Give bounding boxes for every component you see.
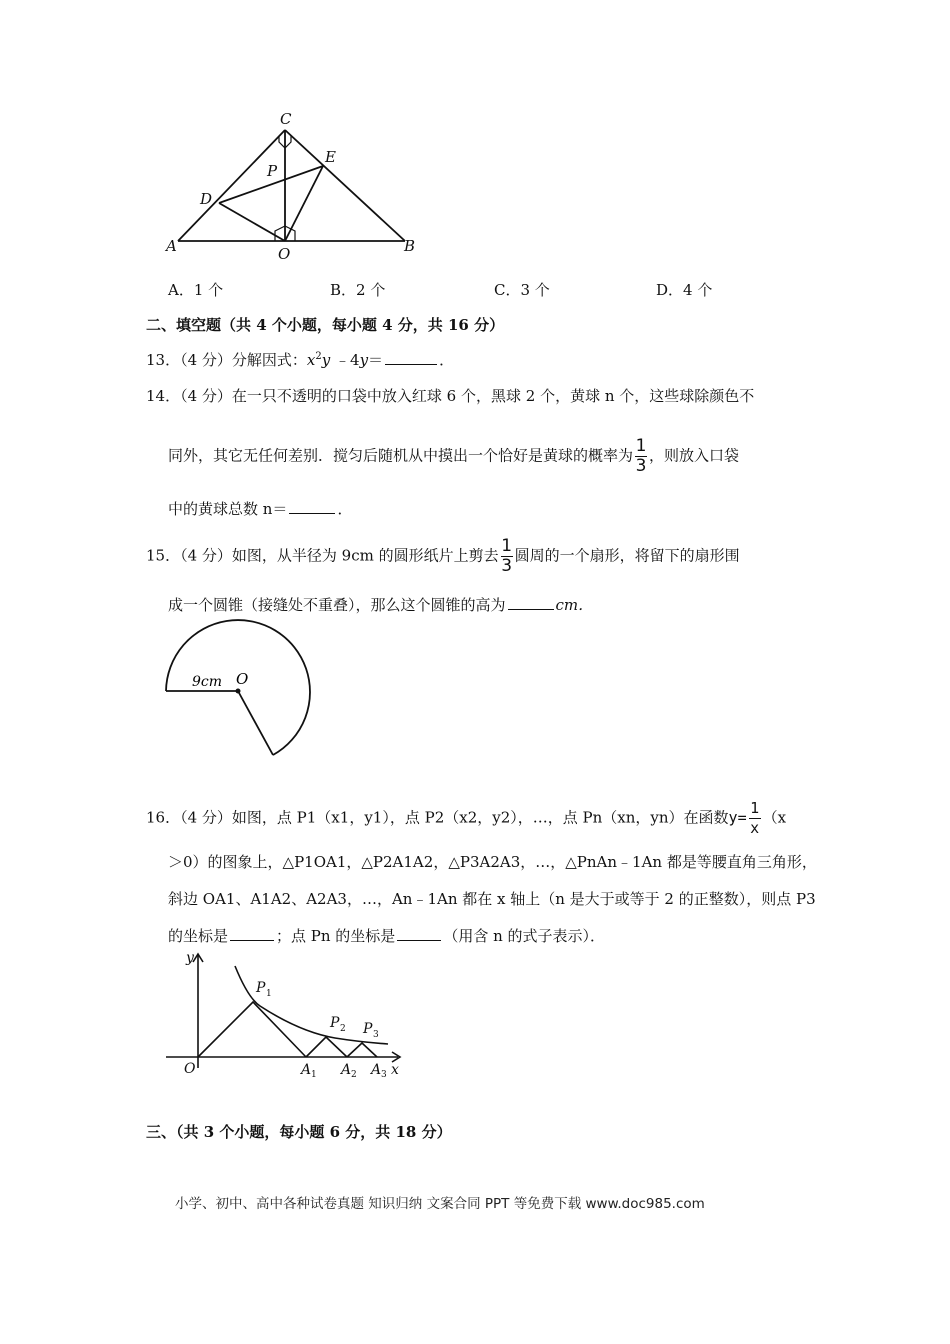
q15-unit: cm． [555, 596, 594, 614]
label-o-center: O [236, 670, 249, 688]
section-3-heading: 三、（共 3 个小题，每小题 6 分，共 18 分） [146, 1123, 452, 1141]
q16-line-4b: ；点 Pn 的坐标是 [276, 927, 396, 945]
label-a3: A [371, 1062, 382, 1078]
label-a: A [166, 237, 177, 255]
section-2-heading: 二、填空题（共 4 个小题，每小题 4 分，共 16 分） [146, 316, 505, 334]
triangle-p1 [198, 1002, 306, 1057]
label-y: y [186, 950, 194, 966]
q14-line-1: 在一只不透明的口袋中放入红球 6 个，黑球 2 个，黄球 n 个，这些球除颜色不 [231, 387, 755, 405]
q15-answer-blank[interactable] [508, 608, 554, 610]
question-14-line-3: 中的黄球总数 n＝ ． [168, 500, 353, 518]
sector-figure [160, 614, 320, 759]
label-c: C [280, 110, 292, 128]
label-x: x [391, 1062, 399, 1078]
center-dot [236, 689, 241, 694]
q14-score: （4 分） [180, 387, 232, 405]
q13-answer-blank[interactable] [385, 363, 437, 365]
page-footer: 小学、初中、高中各种试卷真题 知识归纳 文案合同 PPT 等免费下载 www.doc985.com [175, 1196, 705, 1212]
question-13: 13．（4 分）分解因式：$x^2y$ ﹣4y＝ ． [146, 351, 455, 369]
question-16-line-3: 斜边 OA1、A1A2、A2A3，…，An﹣1An 都在 x 轴上（n 是大于或等于 2 的正整数），则点 P3 [168, 890, 816, 908]
sector-radius-slanted [238, 691, 273, 755]
segment-cb [285, 130, 405, 241]
question-14-line-2 [168, 438, 739, 475]
sub-p3: 3 [373, 1030, 379, 1040]
q16-answer-blank-2[interactable] [397, 939, 441, 941]
q14-line-2a: 同外，其它无任何差别．搅匀后随机从中摸出一个恰好是黄球的概率为 [168, 446, 634, 465]
q16-score: （4 分） [180, 808, 232, 827]
label-o: O [278, 245, 291, 263]
label-9cm: 9cm [192, 674, 223, 690]
hyperbola-figure [160, 950, 420, 1085]
label-b: B [404, 237, 416, 255]
triangle-p2 [306, 1037, 347, 1057]
label-origin: O [184, 1061, 196, 1077]
q13-number: 13． [146, 351, 181, 369]
q14-line-2b: ，则放入口袋 [649, 446, 740, 465]
q15-line-1a: 如图，从半径为 9cm 的圆形纸片上剪去 [231, 546, 499, 565]
sub-a2: 2 [351, 1070, 357, 1080]
sub-a3: 3 [381, 1070, 387, 1080]
question-14-line-1 [146, 385, 754, 406]
q15-fraction: $\frac{1}{3}$ [501, 536, 513, 576]
question-16-line-2: ＞0）的图象上，△P1OA1，△P2A1A2，△P3A2A3，…，△PnAn﹣1An 都是等腰直角三角形， [168, 853, 817, 871]
label-a1: A [301, 1062, 312, 1078]
q15-line-1b: 圆周的一个扇形，将留下的扇形围 [514, 546, 740, 565]
q16-answer-blank-1[interactable] [230, 939, 274, 941]
label-p2: P [330, 1015, 340, 1031]
question-15-line-1 [146, 538, 740, 575]
label-p1: P [256, 980, 266, 996]
q16-line-1a: 如图，点 P1（x1，y1），点 P2（x2，y2），…，点 Pn（xn，yn）在函数 [231, 808, 729, 827]
q15-number: 15． [146, 546, 181, 565]
triangle-figure [160, 108, 430, 268]
q15-score: （4 分） [180, 546, 232, 565]
sub-a1: 1 [311, 1070, 317, 1080]
q16-line-4c: （用含 n 的式子表示）． [443, 927, 606, 945]
label-d: D [200, 190, 213, 208]
q13-text: 分解因式： [231, 351, 307, 369]
option-b: B．2 个 [330, 281, 386, 299]
q16-number: 16． [146, 808, 181, 827]
question-16-line-4 [168, 925, 605, 946]
sub-p2: 2 [340, 1024, 346, 1034]
q16-line-4a: 的坐标是 [168, 927, 229, 945]
q14-fraction: $\frac{1}{3}$ [635, 436, 647, 476]
q13-score: （4 分） [180, 351, 232, 369]
q14-answer-blank[interactable] [289, 512, 335, 514]
option-d: D．4 个 [656, 281, 713, 299]
question-16-line-1 [146, 800, 786, 837]
sub-p1: 1 [266, 989, 272, 999]
q16-line-1b: （x [762, 808, 787, 827]
question-15-line-2 [168, 594, 593, 615]
option-c: C．3 个 [494, 281, 550, 299]
q16-func-lhs: y= [728, 808, 747, 827]
label-e: E [325, 148, 336, 166]
label-a2: A [341, 1062, 352, 1078]
label-p3: P [363, 1021, 373, 1037]
option-a: A．1 个 [168, 281, 224, 299]
label-p: P [267, 162, 278, 180]
q14-line-3: 中的黄球总数 n＝ [168, 500, 288, 518]
q15-line-2: 成一个圆锥（接缝处不重叠），那么这个圆锥的高为 [168, 596, 506, 614]
q16-fraction: $\frac{1}{x}$ [750, 799, 760, 837]
triangle-p3 [347, 1043, 377, 1057]
q14-number: 14． [146, 387, 181, 405]
